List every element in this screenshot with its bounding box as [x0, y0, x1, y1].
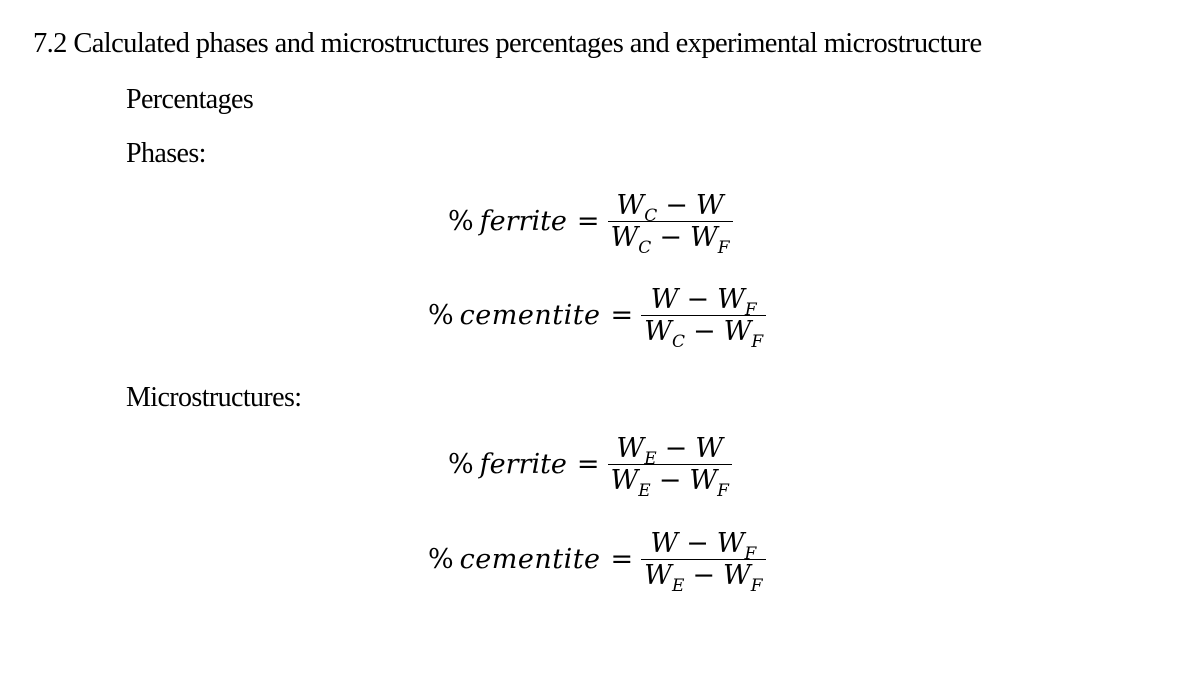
- microstructures-label: Microstructures:: [126, 382, 302, 413]
- numerator: W C − W: [616, 190, 724, 226]
- percent-sign: %: [448, 449, 474, 480]
- equals-sign: =: [610, 544, 634, 575]
- numerator: W − W F: [650, 528, 757, 564]
- numerator: W − W F: [650, 284, 757, 320]
- equals-sign: =: [610, 300, 634, 331]
- equation-lhs-cementite: cementite: [459, 300, 601, 331]
- fraction: [608, 190, 733, 258]
- equation-lhs-cementite: cementite: [459, 544, 601, 575]
- phase-ferrite-equation: [448, 190, 733, 258]
- percent-sign: %: [428, 300, 454, 331]
- fraction: [641, 284, 766, 352]
- percent-sign: %: [428, 544, 454, 575]
- numerator: W E − W: [616, 433, 723, 469]
- equation-lhs-ferrite: ferrite: [479, 206, 567, 237]
- equals-sign: =: [576, 206, 600, 237]
- equation-lhs-ferrite: ferrite: [479, 449, 567, 480]
- percent-sign: %: [448, 206, 474, 237]
- percentages-label: Percentages: [126, 84, 254, 115]
- denominator: W E − W F: [610, 465, 729, 501]
- fraction: [608, 433, 732, 501]
- phase-cementite-equation: [428, 284, 766, 352]
- equals-sign: =: [576, 449, 600, 480]
- micro-cementite-equation: [428, 528, 766, 596]
- micro-ferrite-equation: [448, 433, 732, 501]
- fraction: [641, 528, 765, 596]
- denominator: W E − W F: [644, 560, 763, 596]
- denominator: W C − W F: [610, 222, 730, 258]
- denominator: W C − W F: [644, 316, 764, 352]
- phases-label: Phases:: [126, 138, 206, 169]
- section-heading: 7.2 Calculated phases and microstructures percentages and experimental microstructure: [33, 28, 982, 59]
